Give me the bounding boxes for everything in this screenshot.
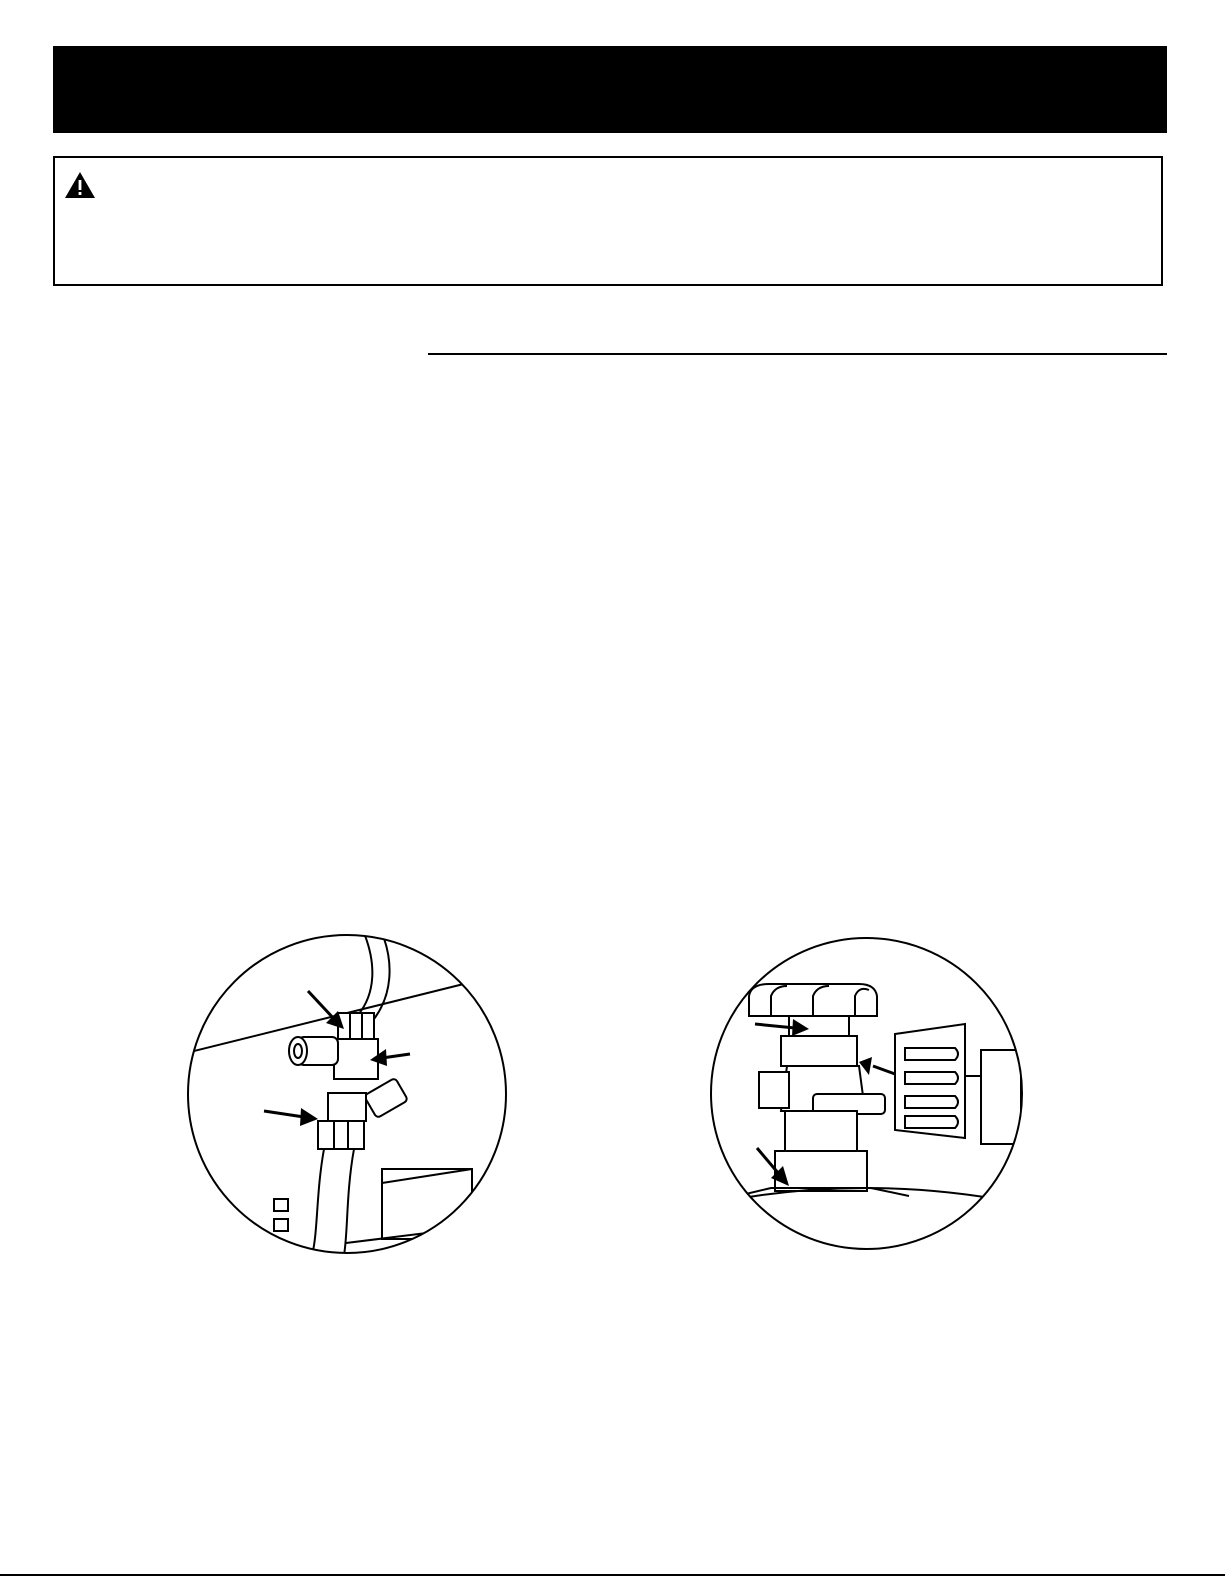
- footer-divider: [0, 1574, 1225, 1576]
- tank-valve-illustration: [709, 936, 1024, 1251]
- warning-box: [53, 156, 1163, 286]
- section-divider: [428, 353, 1167, 355]
- hose-fitting-illustration: [186, 933, 508, 1255]
- warning-triangle-icon: [64, 171, 96, 199]
- section-title-bar: [53, 46, 1167, 133]
